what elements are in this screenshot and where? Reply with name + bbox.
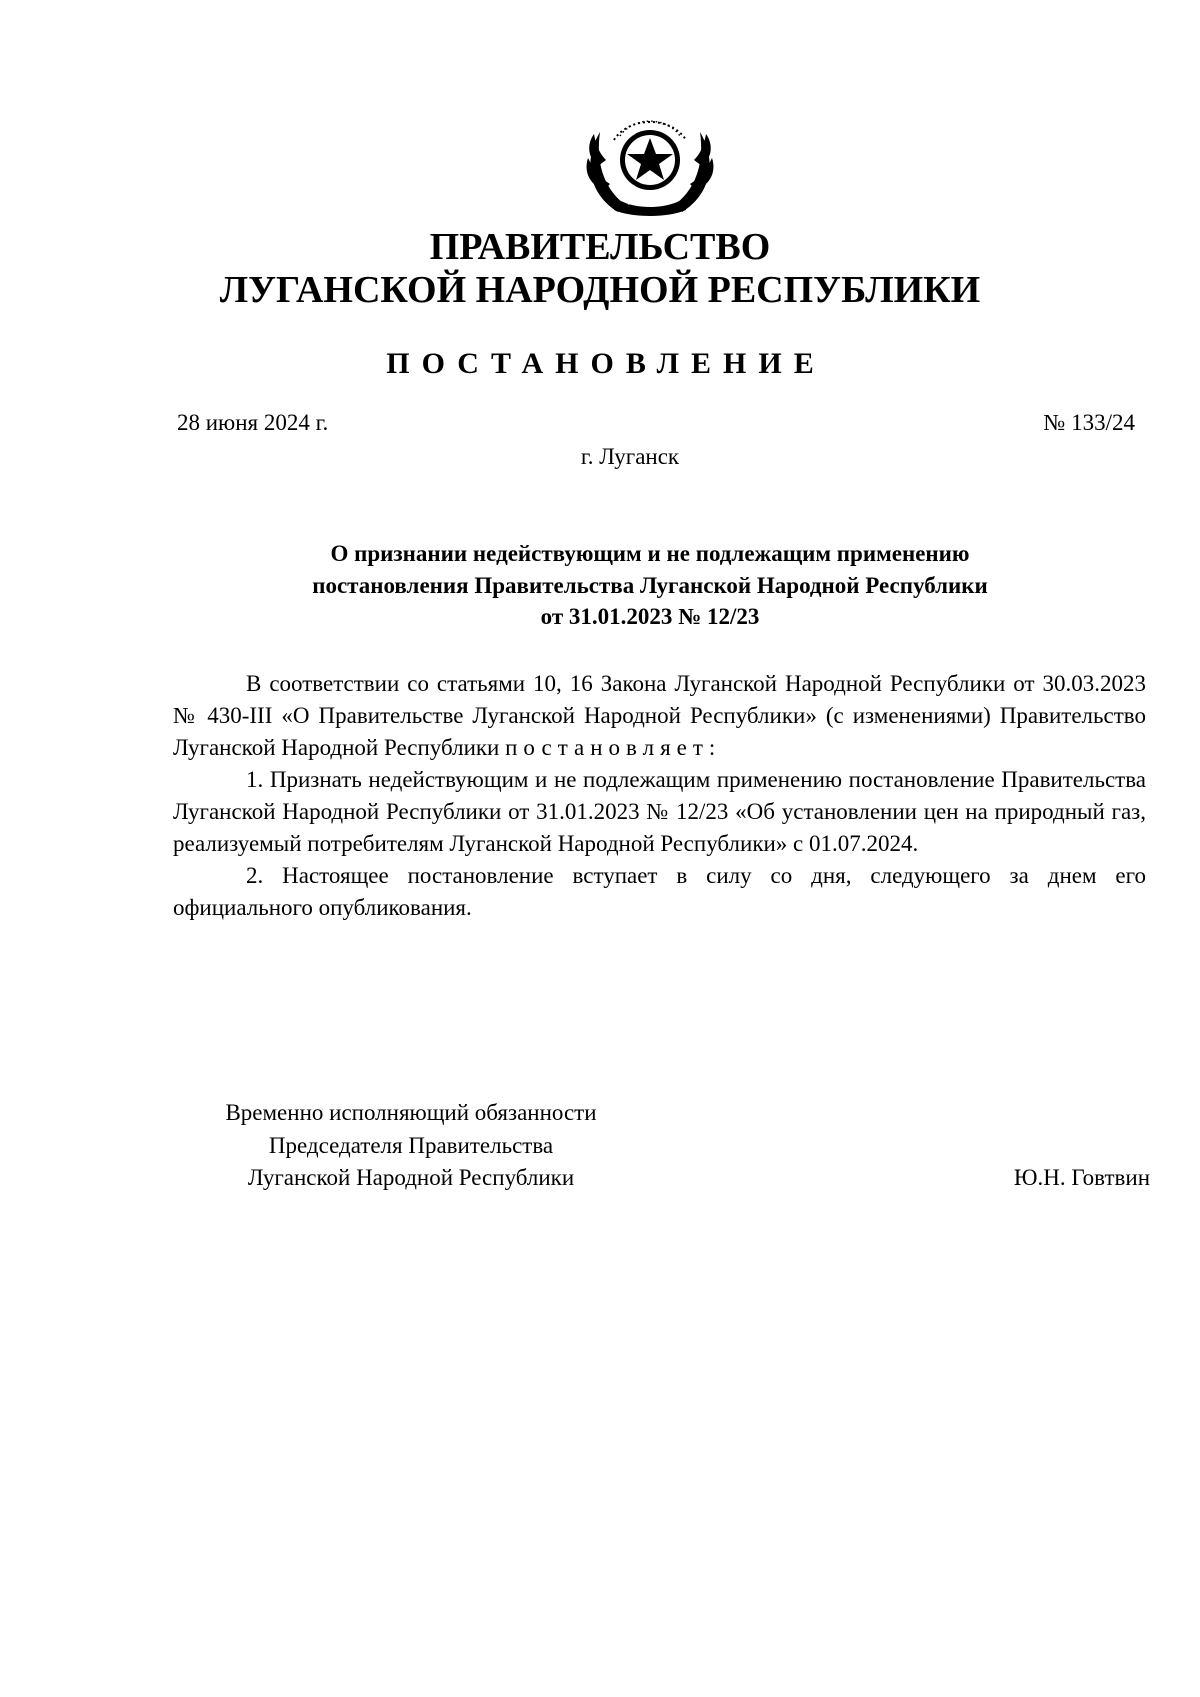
document-body <box>173 668 1146 924</box>
document-date: 28 июня 2024 г. <box>177 410 329 435</box>
government-title-line1: ПРАВИТЕЛЬСТВО <box>429 226 771 268</box>
signatory-position-line: Временно исполняющий обязанности <box>225 1100 597 1125</box>
resolution-item-2: 2. Настоящее постановление вступает в силу со дня, следующего за днем его официального опубликования. <box>173 863 1146 920</box>
government-title-line2: ЛУГАНСКОЙ НАРОДНОЙ РЕСПУБЛИКИ <box>219 269 981 311</box>
subject-line: О признании недействующим и не подлежащим применению <box>330 541 970 566</box>
document-subject <box>220 538 1080 633</box>
coat-of-arms-icon <box>580 100 720 218</box>
document-city: г. Луганск <box>580 444 680 469</box>
subject-line: постановления Правительства Луганской Народной Республики <box>312 572 988 598</box>
signatory-position-line: Луганской Народной Республики <box>247 1165 575 1190</box>
subject-line: от 31.01.2023 № 12/23 <box>540 604 760 629</box>
signatory-position-line: Председателя Правительства <box>268 1132 554 1158</box>
signatory-position <box>176 1097 646 1195</box>
signatory-name: Ю.Н. Говтвин <box>1013 1165 1150 1190</box>
preamble-paragraph <box>173 668 1146 764</box>
document-type-heading: ПОСТАНОВЛЕНИЕ <box>386 347 826 380</box>
resolves-word: постановляет: <box>505 735 722 760</box>
resolution-item-1: 1. Признать недействующим и не подлежащим применению постановление Правительства Луганской Народной Республики от 31.01.2023 № 12/23 «Об установлении цен на природный газ, реализуемый потребителям Луганской Народной Республики» с 01.07.2024. <box>173 767 1146 856</box>
preamble-text: В соответствии со статьями 10, 16 Закона Луганской Народной Республики от 30.03.2023 № 430-III «О Правительстве Луганской Народной Республики» (с изменениями) Правительство Луганской Народной Республики <box>173 671 1146 760</box>
document-number: № 133/24 <box>1043 410 1135 435</box>
